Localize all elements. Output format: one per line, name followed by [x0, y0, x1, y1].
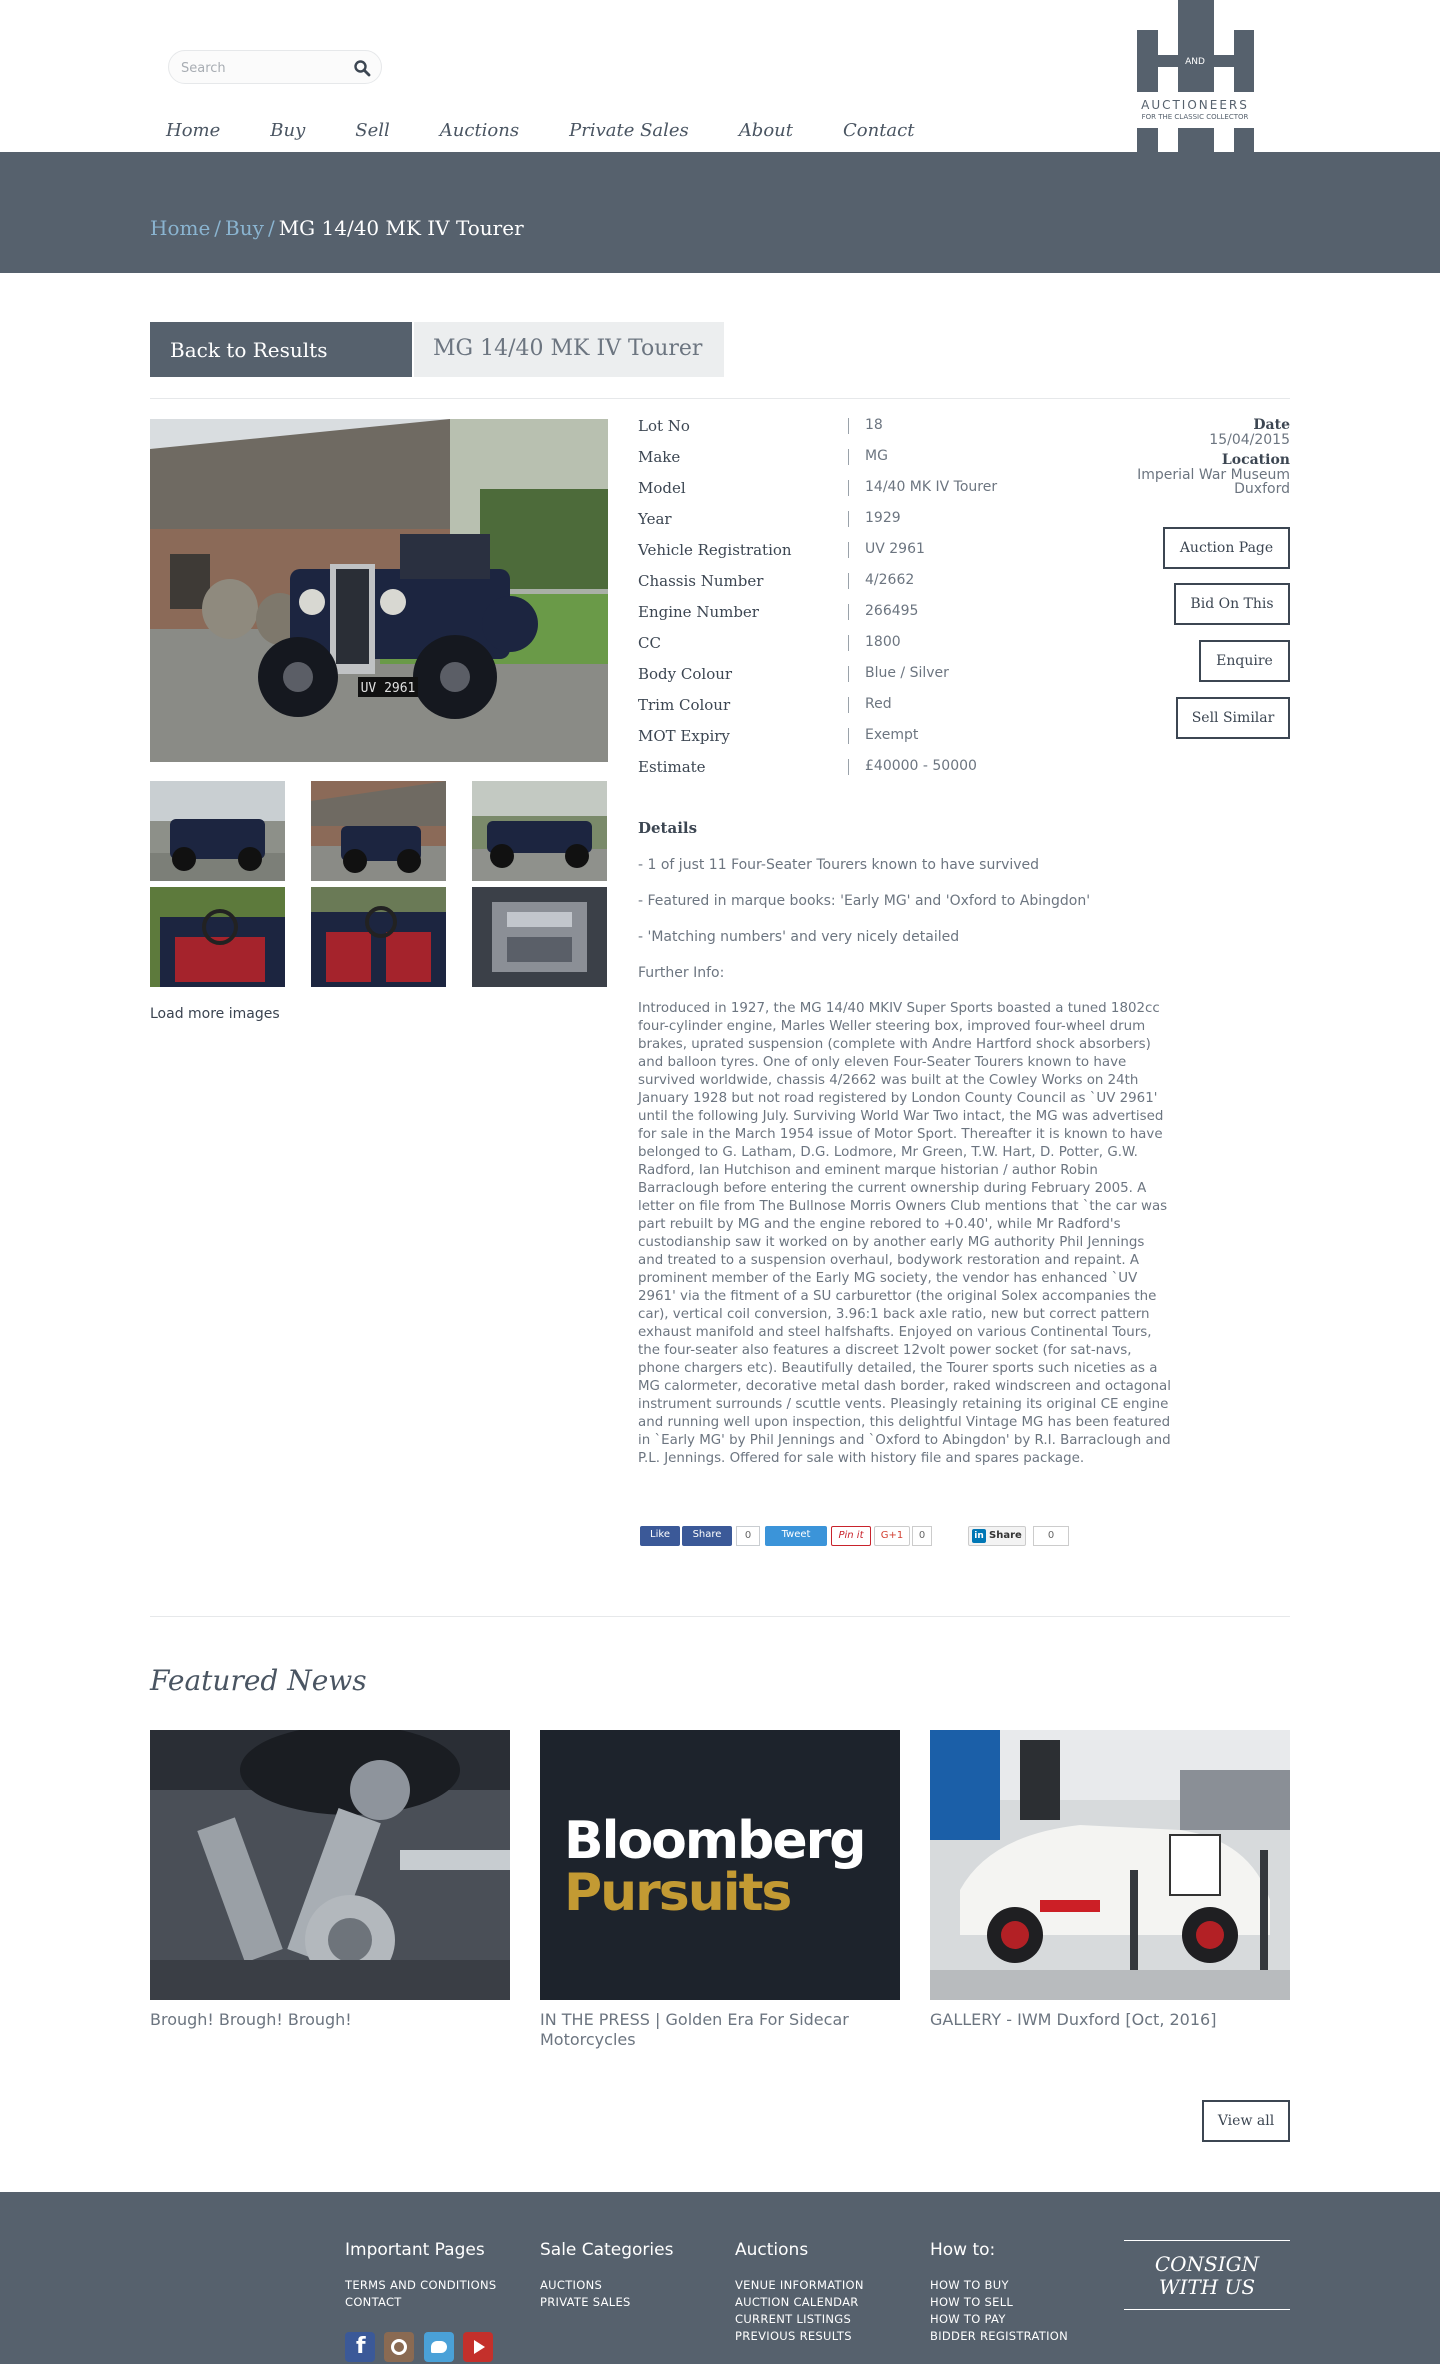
youtube-icon[interactable] [463, 2332, 493, 2362]
news-caption-3[interactable]: GALLERY - IWM Duxford [Oct, 2016] [930, 2010, 1217, 2029]
thumbnail-5[interactable] [311, 887, 446, 987]
spec-row-registration [638, 541, 1098, 572]
consign-line-1: CONSIGN [1154, 2252, 1260, 2276]
footer-heading: Auctions [735, 2240, 809, 2260]
spec-row-year [638, 510, 1098, 541]
footer-sale-categories [540, 2240, 673, 2311]
footer-link-venue[interactable]: VENUE INFORMATION [735, 2278, 864, 2292]
footer-heading: How to: [930, 2240, 996, 2260]
footer-link-bidder-registration[interactable]: BIDDER REGISTRATION [930, 2329, 1069, 2343]
twitter-icon[interactable] [424, 2332, 454, 2362]
thumbnail-4[interactable] [150, 887, 285, 987]
footer-how-to [930, 2240, 1068, 2345]
spec-value: UV 2961 [865, 541, 925, 557]
pursuits-logo-text: Pursuits [564, 1863, 791, 1923]
spec-row-body-colour [638, 665, 1098, 696]
further-info-label: Further Info: [638, 965, 725, 981]
consign-line-2: WITH US [1158, 2275, 1256, 2299]
facebook-share-count: 0 [736, 1526, 760, 1546]
spec-row-chassis [638, 572, 1098, 603]
facebook-share-button[interactable]: Share [682, 1526, 732, 1546]
linkedin-share-button[interactable] [968, 1526, 1026, 1546]
spec-label: Lot No [638, 417, 690, 435]
sell-similar-button[interactable]: Sell Similar [1176, 697, 1290, 739]
thumbnail-2[interactable] [311, 781, 446, 881]
spec-value: £40000 - 50000 [865, 758, 977, 774]
load-more-images-link[interactable]: Load more images [150, 1006, 280, 1022]
hh-logo[interactable] [1135, 0, 1255, 152]
linkedin-share-count: 0 [1033, 1526, 1069, 1546]
spec-label: Body Colour [638, 665, 733, 683]
spec-value: 14/40 MK IV Tourer [865, 479, 998, 495]
linkedin-icon: in [972, 1529, 986, 1543]
divider [150, 398, 1290, 399]
bloomberg-logo-text: Bloomberg [564, 1811, 865, 1871]
location-line-1: Imperial War Museum [1137, 467, 1290, 483]
spec-row-lot-no [638, 417, 1098, 448]
news-image-bloomberg[interactable] [540, 1730, 900, 2000]
bid-on-this-button[interactable]: Bid On This [1174, 583, 1290, 625]
spec-row-engine [638, 603, 1098, 634]
breadcrumb-band [0, 152, 1440, 273]
spec-value: 266495 [865, 603, 919, 619]
spec-value: 1929 [865, 510, 901, 526]
main-nav [166, 120, 964, 141]
detail-bullet: - 1 of just 11 Four-Seater Tourers known to have survived [638, 857, 1040, 873]
linkedin-share-label: Share [989, 1530, 1022, 1541]
nav-about[interactable]: About [738, 120, 793, 141]
spec-label: Engine Number [638, 603, 759, 621]
spec-value: 4/2662 [865, 572, 915, 588]
search-box [168, 50, 382, 84]
search-icon[interactable] [353, 59, 371, 77]
page-title: MG 14/40 MK IV Tourer [414, 322, 724, 377]
logo-tagline: FOR THE CLASSIC COLLECTOR [1141, 113, 1249, 121]
nav-contact[interactable]: Contact [843, 120, 915, 141]
spec-row-trim-colour [638, 696, 1098, 727]
thumbnail-3[interactable] [472, 781, 607, 881]
spec-label: Vehicle Registration [638, 541, 792, 559]
spec-value: Exempt [865, 727, 919, 743]
news-caption-1[interactable]: Brough! Brough! Brough! [150, 2010, 352, 2029]
spec-value: Red [865, 696, 892, 712]
footer-important-pages [345, 2240, 496, 2311]
spec-label: Make [638, 448, 681, 466]
facebook-like-label: Like [650, 1529, 670, 1540]
news-image-porsche[interactable] [930, 1730, 1290, 2000]
plate-text: UV 2961 [360, 681, 416, 696]
sale-meta [1090, 418, 1290, 496]
footer-link-calendar[interactable]: AUCTION CALENDAR [735, 2295, 859, 2309]
consign-with-us-button[interactable] [1124, 2240, 1290, 2310]
view-all-news-button[interactable]: View all [1202, 2100, 1290, 2142]
vehicle-specs [638, 417, 1098, 789]
breadcrumb-current: MG 14/40 MK IV Tourer [278, 216, 524, 240]
nav-sell[interactable]: Sell [355, 120, 390, 141]
breadcrumb-home[interactable]: Home [150, 216, 211, 240]
auction-page-button[interactable]: Auction Page [1163, 527, 1290, 569]
tweet-button[interactable]: Tweet [765, 1526, 827, 1546]
date-label: Date [1253, 417, 1290, 433]
footer-link-previous[interactable]: PREVIOUS RESULTS [735, 2329, 852, 2343]
facebook-like-button[interactable] [640, 1526, 680, 1546]
search-input[interactable] [181, 58, 341, 78]
instagram-icon[interactable] [384, 2332, 414, 2362]
spec-label: Chassis Number [638, 572, 764, 590]
news-caption-2[interactable]: IN THE PRESS | Golden Era For Sidecar Motorcycles [540, 2010, 849, 2049]
thumbnail-1[interactable] [150, 781, 285, 881]
footer-link-auctions[interactable]: AUCTIONS [540, 2278, 603, 2292]
vehicle-description: Introduced in 1927, the MG 14/40 MKIV Super Sports boasted a tuned 1802cc four-cylinder engine, Marles Weller steering box, improved four-wheel drum brakes, uprated suspension (complete with Andre Hartford shock absorbers) and balloon tyres. One of only eleven Four-Seater Tourers known to have survived worldwide, chassis 4/2662 was built at the Cowley Works on 24th January 1928 but not road registered by London County Council as `UV 2961' until the following July. Surviving World War Two intact, the MG was advertised for sale in the March 1954 issue of Motor Sport. Thereafter it is known to have belonged to G. Latham, D.G. Lodmore, Mr Green, T.W. Hart, D. Potter, G.W. Radford, Ian Hutchison and eminent marque historian / author Robin Barraclough before entering the current ownership during February 2005. A letter on file from The Bullnose Morris Owners Club mentions that `the car was part rebuilt by MG and the engine rebored to +0.40', while Mr Radford's custodianship saw it worked on by another early MG authority Phil Jennings and treated to a suspension overhaul, bodywork restoration and repaint. A prominent member of the Early MG society, the vendor has enhanced `UV 2961' via the fitment of a SU carburettor (the original Solex accompanies the car), vertical coil conversion, 3.96:1 back axle ratio, new but correct pattern exhaust manifold and steel halfshafts. Enjoyed on various Continental Tours, the four-seater also features a discreet 12volt power socket (for sat-navs, phone chargers etc). Beautifully detailed, the Tourer sports such niceties as a MG calormeter, decorative metal dash border, raked windscreen and octagonal instrument surrounds / scuttle vents. Pleasingly retaining its original CE engine and running well upon inspection, this delightful Vintage MG has been featured in `Early MG' by Phil Jennings and `Oxford to Abingdon' by R.I. Barraclough and P.L. Jennings. Offered for sale with history file and spares package. [638, 1001, 1171, 1466]
date-value: 15/04/2015 [1209, 432, 1290, 448]
spec-value: 18 [865, 417, 883, 433]
news-image-motorcycle[interactable] [150, 1730, 510, 2000]
spec-label: Estimate [638, 758, 706, 776]
footer-link-terms[interactable]: TERMS AND CONDITIONS [345, 2278, 497, 2292]
google-plus-button[interactable]: G+1 [874, 1526, 910, 1546]
footer-link-how-to-buy[interactable]: HOW TO BUY [930, 2278, 1009, 2292]
main-car-photo[interactable] [150, 419, 608, 762]
footer-heading: Sale Categories [540, 2240, 674, 2260]
footer-auctions [735, 2240, 864, 2345]
featured-news-heading: Featured News [150, 1664, 367, 1697]
footer-link-how-to-pay[interactable]: HOW TO PAY [930, 2312, 1006, 2326]
breadcrumb-separator: / [267, 216, 275, 240]
thumbnail-6[interactable] [472, 887, 607, 987]
location-line-2: Duxford [1234, 481, 1290, 497]
nav-home[interactable]: Home [166, 120, 221, 141]
footer-heading: Important Pages [345, 2240, 485, 2260]
back-to-results-button[interactable]: Back to Results [150, 322, 412, 377]
detail-bullet: - 'Matching numbers' and very nicely detailed [638, 929, 960, 945]
breadcrumb-buy[interactable]: Buy [225, 216, 264, 240]
facebook-icon[interactable]: f [345, 2332, 375, 2362]
google-plus-count: 0 [912, 1526, 932, 1546]
nav-buy[interactable]: Buy [270, 120, 306, 141]
spec-row-cc [638, 634, 1098, 665]
location-label: Location [1221, 452, 1290, 468]
breadcrumb-separator: / [214, 216, 222, 240]
details-heading: Details [638, 819, 698, 837]
nav-private-sales[interactable]: Private Sales [569, 120, 689, 141]
spec-label: CC [638, 634, 661, 652]
spec-label: Trim Colour [638, 696, 731, 714]
logo-and: AND [1185, 57, 1205, 67]
footer-link-how-to-sell[interactable]: HOW TO SELL [930, 2295, 1014, 2309]
spec-label: Year [638, 510, 672, 528]
site-header [0, 0, 1440, 152]
footer-link-current[interactable]: CURRENT LISTINGS [735, 2312, 852, 2326]
spec-label: Model [638, 479, 686, 497]
spec-label: MOT Expiry [638, 727, 730, 745]
detail-bullet: - Featured in marque books: 'Early MG' and 'Oxford to Abingdon' [638, 893, 1091, 909]
spec-row-mot [638, 727, 1098, 758]
footer-link-contact[interactable]: CONTACT [345, 2295, 402, 2309]
spec-row-model [638, 479, 1098, 510]
enquire-button[interactable]: Enquire [1199, 640, 1290, 682]
nav-auctions[interactable]: Auctions [439, 120, 520, 141]
breadcrumb [150, 216, 524, 240]
spec-value: MG [865, 448, 888, 464]
spec-row-make [638, 448, 1098, 479]
logo-wordmark: AUCTIONEERS [1141, 98, 1249, 112]
divider [150, 1616, 1290, 1617]
spec-value: 1800 [865, 634, 901, 650]
spec-row-estimate [638, 758, 1098, 789]
footer-link-private-sales[interactable]: PRIVATE SALES [540, 2295, 631, 2309]
spec-value: Blue / Silver [865, 665, 949, 681]
site-footer [0, 2192, 1440, 2364]
pinterest-button[interactable]: Pin it [831, 1526, 871, 1546]
